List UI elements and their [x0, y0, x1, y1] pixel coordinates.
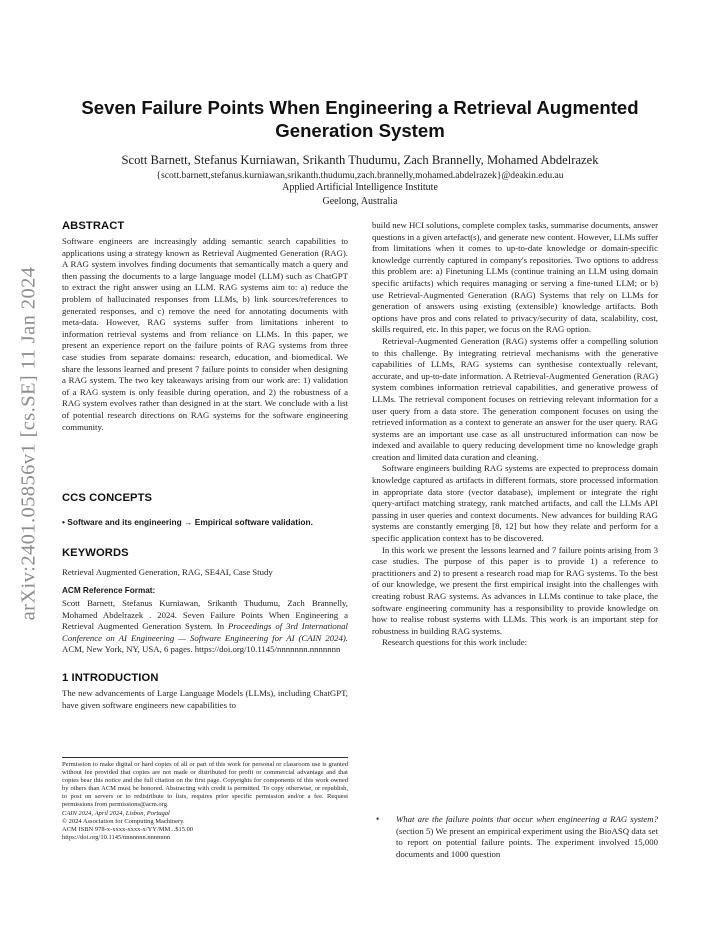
- footnote-conference: CAIN 2024, April 2024, Lisbon, Portugal: [62, 809, 170, 817]
- rq1-description: (section 5) We present an empirical experiment using the BioASQ data set to report on potential failure points. The experiment involved 15,000 documents and 1000 question: [396, 825, 658, 859]
- footnote-isbn: ACM ISBN 978-x-xxxx-xxxx-x/YY/MM...$15.00: [62, 825, 194, 833]
- intro-paragraph: The new advancements of Large Language Models (LLMs), including ChatGPT, have given software engineers new capabilities to: [62, 688, 348, 710]
- title-line-2: Generation System: [275, 120, 445, 141]
- right-paragraph-3: Software engineers building RAG systems are expected to preprocess domain knowledge captured as artifacts in different formats, store processed information in appropriate data store (vector database), implement or integrate the right query-artifact matching strategy, rank matched artifacts, and call the LLMs API passing in user queries and context documents. New advances for building RAG systems are constantly emerging [8, 12] but how they relate and perform for a specific application context has to be discovered.: [372, 463, 658, 544]
- footnote-rule: [62, 757, 348, 758]
- acm-ref-venue: Proceedings of 3rd International Conference on AI Engineering — Software Engineering for AI (CAIN 2024).: [62, 621, 348, 643]
- bullet-icon: •: [376, 814, 380, 824]
- rq1-question: What are the failure points that occur when engineering a RAG system?: [396, 814, 658, 824]
- abstract-text: Software engineers are increasingly adding semantic search capabilities to applications using a strategy known as Retrieval Augmented Generation (RAG). A RAG system involves finding documents that semantically match a query and then passing the documents to a large language model (LLM) such as ChatGPT to extract the right answer using an LLM. RAG systems aim to: a) reduce the problem of hallucinated responses from LLMs, b) link sources/references to generated responses, and c) remove the need for annotating documents with meta-data. However, RAG systems suffer from limitations inherent to information retrieval systems and from reliance on LLMs. In this paper, we present an experience report on the failure points of RAG systems from three case studies from separate domains: research, education, and biomedical. We share the lessons learned and present 7 failure points to consider when designing a RAG system. The two key takeaways arising from our work are: 1) validation of a RAG system is only feasible during operation, and 2) the robustness of a RAG system evolves rather than designed in at the start. We conclude with a list of potential research directions on RAG systems for the software engineering community.: [62, 236, 348, 432]
- list-item: [372, 814, 658, 860]
- right-paragraph-5: Research questions for this work include:: [382, 637, 528, 648]
- arxiv-stamp: [15, 227, 43, 659]
- acm-ref-heading: ACM Reference Format:: [62, 586, 156, 595]
- ccs-text: • Software and its engineering → Empirical software validation.: [62, 517, 313, 528]
- intro-heading: 1 INTRODUCTION: [62, 672, 159, 684]
- footnote-block: [62, 761, 348, 842]
- author-emails: {scott.barnett,stefanus.kurniawan,srikanth.thudumu,zach.brannelly,mohamed.abdelrazek}@deakin.edu.au: [156, 170, 564, 181]
- research-question-list: [372, 814, 658, 860]
- acm-ref-part-b: ACM, New York, NY, USA, 6 pages. https://doi.org/10.1145/nnnnnnn.nnnnnnn: [62, 644, 341, 655]
- footnote-doi: https://doi.org/10.1145/nnnnnnn.nnnnnnn: [62, 833, 171, 841]
- acm-ref-text: [62, 598, 348, 656]
- right-paragraph-1: build new HCI solutions, complete complex tasks, summarise documents, answer questions in a given artefact(s), and generate new content. However, LLMs suffer from limitations when it comes to up-to-date knowledge or domain-specific knowledge currently captured in company's repositories. Two options to address this problem are: a) Finetuning LLMs (continue training an LLM using domain specific artifacts) which requires managing or serving a fine-tuned LLM; or b) use Retrieval-Augmented Generation (RAG) Systems that rely on LLMs for generation of answers using existing (extensible) knowledge artifacts. Both options have pros and cons related to privacy/security of data, scalability, cost, skills required, etc. In this paper, we focus on the RAG option.: [372, 220, 658, 335]
- acm-ref-part-a: Scott Barnett, Stefanus Kurniawan, Srikanth Thudumu, Zach Brannelly, Mohamed Abdelrazek . 2024. Seven Failure Points When Engineering a Retrieval Augmented Generation System. In: [62, 598, 348, 632]
- title-line-1: Seven Failure Points When Engineering a Retrieval Augmented: [81, 97, 639, 118]
- keywords-text: Retrieval Augmented Generation, RAG, SE4AI, Case Study: [62, 567, 273, 577]
- ccs-heading: CCS CONCEPTS: [62, 492, 153, 504]
- research-question-1: [396, 814, 658, 860]
- affiliation: Applied Artificial Intelligence Institute: [282, 182, 438, 193]
- location: Geelong, Australia: [322, 196, 398, 207]
- abstract-heading: ABSTRACT: [62, 220, 125, 232]
- footnote-copyright: © 2024 Association for Computing Machinery.: [62, 817, 185, 825]
- arxiv-stamp-text: arXiv:2401.05856v1 [cs.SE] 11 Jan 2024: [17, 266, 40, 620]
- paper-title: [60, 96, 660, 142]
- right-body: [372, 220, 658, 649]
- keywords-heading: KEYWORDS: [62, 547, 129, 559]
- footnote-permission: Permission to make digital or hard copies of all or part of this work for personal or classroom use is granted without fee provided that copies are not made or distributed for profit or commercial advantage and that copies bear this notice and the full citation on the first page. Copyrights for components of this work owned by others than ACM must be honored. Abstracting with credit is permitted. To copy otherwise, or republish, to post on servers or to redistribute to lists, requires prior specific permission and/or a fee. Request permissions from permissions@acm.org.: [62, 761, 348, 809]
- author-list: Scott Barnett, Stefanus Kurniawan, Srikanth Thudumu, Zach Brannelly, Mohamed Abdelrazek: [121, 153, 599, 167]
- right-paragraph-4: In this work we present the lessons learned and 7 failure points arising from 3 case studies. The purpose of this paper is to provide 1) a reference to practitioners and 2) to present a research road map for RAG systems. To the best of our knowledge, we present the first empirical insight into the challenges with creating robust RAG systems. As advances in LLMs continue to take place, the software engineering community has a responsibility to provide knowledge on how to realise robust systems with LLMs. This work is an important step for robustness in building RAG systems.: [372, 544, 658, 636]
- right-paragraph-2: Retrieval-Augmented Generation (RAG) systems offer a compelling solution to this challenge. By integrating retrieval mechanisms with the generative capabilities of LLMs, RAG systems can synthesise contextually relevant, accurate, and up-to-date information. A Retrieval-Augmented Generation (RAG) system combines information retrieval capabilities, and generative prowess of LLMs. The retrieval component focuses on retrieving relevant information for a user query from a data store. The generation component focuses on using the retrieved information as a context to generate an answer for the user query. RAG systems are an important use case as all unstructured information can now be indexed and available to query reducing development time no knowledge graph creation and limited data curation and cleaning.: [372, 335, 658, 462]
